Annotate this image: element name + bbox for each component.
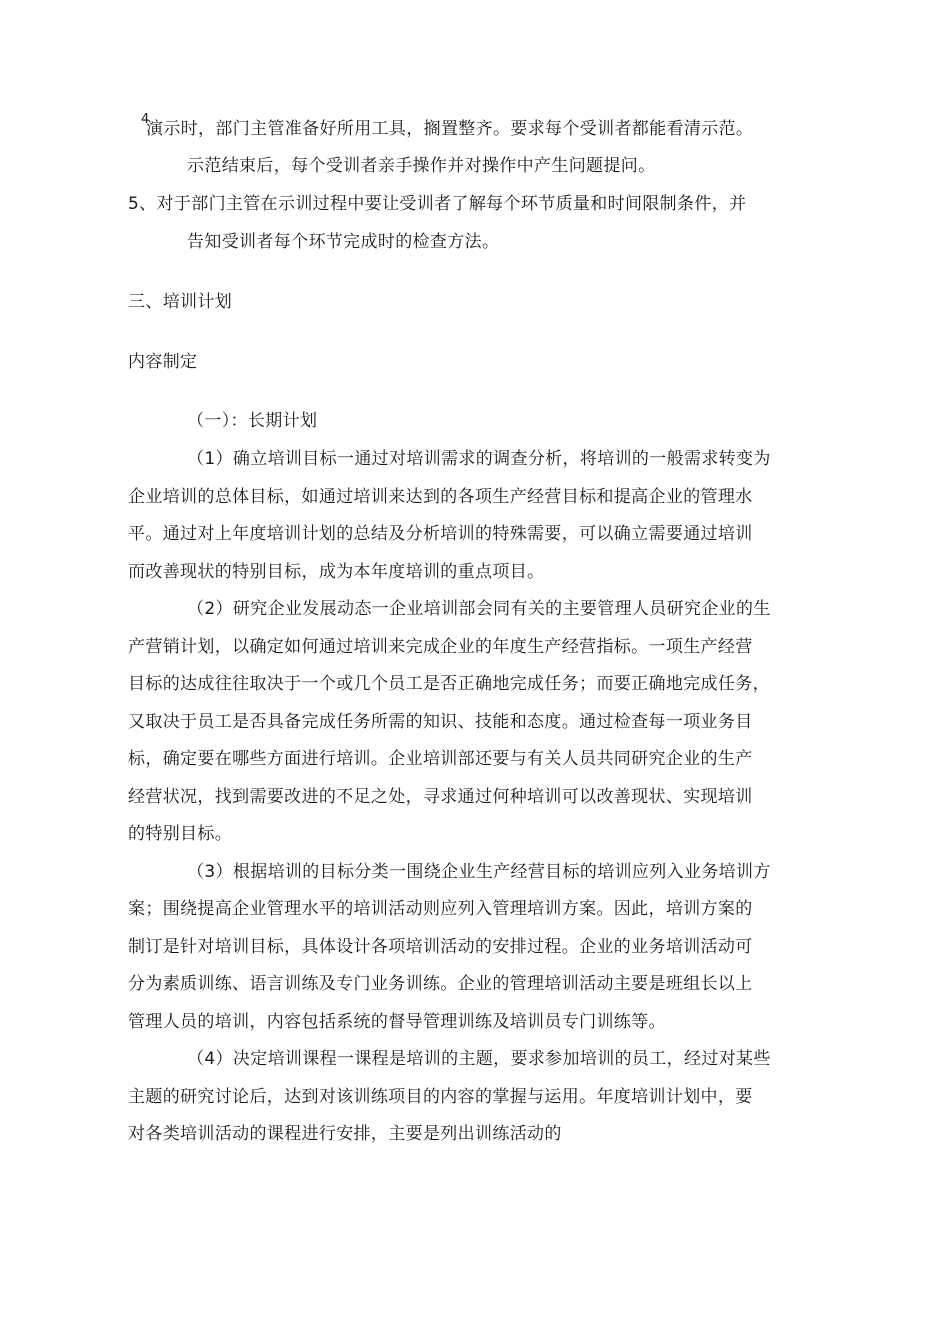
text-line: 经营状况，找到需要改进的不足之处，寻求通过何种培训可以改善现状、实现培训 [128,787,753,807]
subheading-long-term-plan: （一）：长期计划 [187,411,318,431]
text-line: 而改善现状的特别目标，成为本年度培训的重点项目。 [128,562,545,582]
list-marker: 4 [141,112,150,127]
text-line: 分为素质训练、语言训练及专门业务训练。企业的管理培训活动主要是班组长以上 [128,974,753,994]
text-line: 产营销计划，以确定如何通过培训来完成企业的年度生产经营指标。一项生产经营 [128,637,753,657]
text-line: 主题的研究讨论后，达到对该训练项目的内容的掌握与运用。年度培训计划中，要 [128,1087,753,1107]
text-line: 又取决于员工是否具备完成任务所需的知识、技能和态度。通过检查每一项业务目 [128,712,753,732]
text-line: 5、对于部门主管在示训过程中要让受训者了解每个环节质量和时间限制条件，并 [128,194,747,214]
text-line: 告知受训者每个环节完成时的检查方法。 [187,232,500,252]
text-line: （3）根据培训的目标分类一围绕企业生产经营目标的培训应列入业务培训方 [187,862,771,882]
subsection-heading: 内容制定 [128,352,198,372]
text-line: （2）研究企业发展动态一企业培训部会同有关的主要管理人员研究企业的生 [187,599,771,619]
text-line: 示范结束后，每个受训者亲手操作并对操作中产生问题提问。 [187,156,656,176]
text-line: 管理人员的培训，内容包括系统的督导管理训练及培训员专门训练等。 [128,1012,666,1032]
text-line: 制订是针对培训目标，具体设计各项培训活动的安排过程。企业的业务培训活动可 [128,937,753,957]
text-line: 演示时，部门主管准备好所用工具，搁置整齐。要求每个受训者都能看清示范。 [146,119,754,139]
text-line: （1）确立培训目标一通过对培训需求的调查分析，将培训的一般需求转变为 [187,449,771,469]
text-line: 对各类培训活动的课程进行安排，主要是列出训练活动的 [128,1124,562,1144]
text-line: 平。通过对上年度培训计划的总结及分析培训的特殊需要，可以确立需要通过培训 [128,524,753,544]
text-line: 的特别目标。 [128,824,233,844]
text-line: （4）决定培训课程一课程是培训的主题，要求参加培训的员工，经过对某些 [187,1049,771,1069]
text-line: 案；围绕提高企业管理水平的培训活动则应列入管理培训方案。因此，培训方案的 [128,899,753,919]
text-line: 企业培训的总体目标，如通过培训来达到的各项生产经营目标和提高企业的管理水 [128,487,753,507]
section-heading: 三、培训计划 [128,292,233,312]
text-line: 标，确定要在哪些方面进行培训。企业培训部还要与有关人员共同研究企业的生产 [128,749,753,769]
text-line: 目标的达成往往取决于一个或几个员工是否正确地完成任务；而要正确地完成任务， [128,674,770,694]
